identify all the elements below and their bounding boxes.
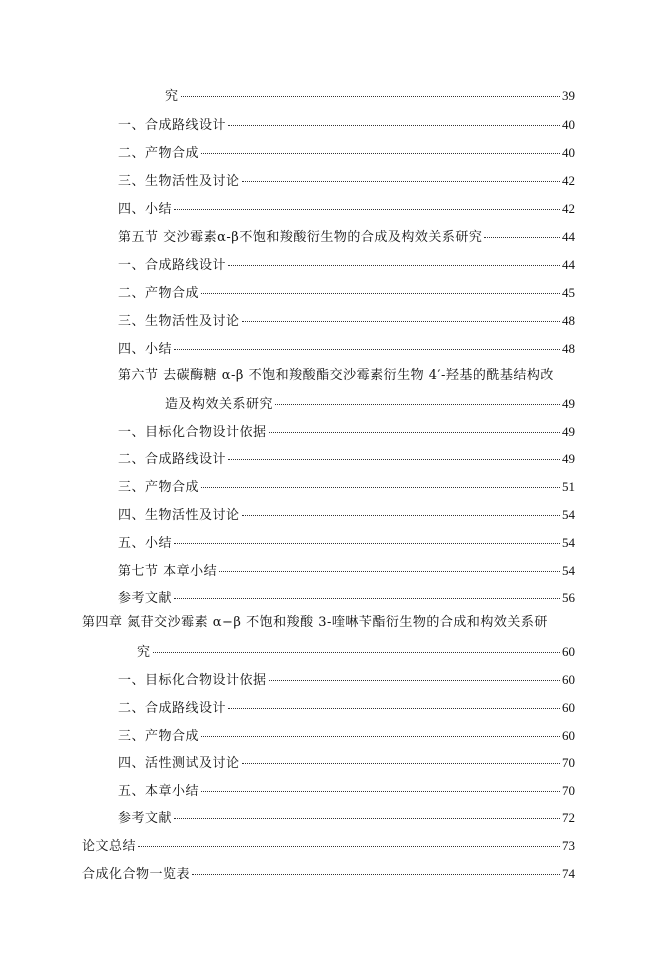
toc-entry-page: 73 <box>562 838 575 853</box>
toc-entry-title: 五、小结 <box>118 536 173 551</box>
toc-entry-page: 45 <box>562 285 575 300</box>
toc-entry[interactable] <box>118 700 575 718</box>
toc-entry[interactable] <box>118 257 575 275</box>
toc-entry-title: 合成化合物一览表 <box>82 867 191 882</box>
toc-entry[interactable] <box>118 424 575 442</box>
toc-entry-page: 49 <box>562 424 575 439</box>
toc-entry-title: 二、产物合成 <box>118 146 200 161</box>
toc-leader-dots <box>174 542 560 544</box>
toc-entry-title: 二、产物合成 <box>118 286 200 301</box>
toc-entry[interactable] <box>118 590 575 608</box>
toc-entry-title: 一、目标化合物设计依据 <box>118 425 267 440</box>
toc-entry-title: 第五节 交沙霉素α-β不饱和羧酸衍生物的合成及构效关系研究 <box>118 230 483 245</box>
toc-entry-page: 51 <box>562 479 575 494</box>
toc-entry-page: 60 <box>562 728 575 743</box>
toc-entry[interactable] <box>118 117 575 135</box>
toc-entry-page: 42 <box>562 173 575 188</box>
toc-entry[interactable] <box>165 396 575 414</box>
toc-entry[interactable] <box>118 507 575 525</box>
toc-entry[interactable] <box>118 672 575 690</box>
toc-entry[interactable] <box>118 145 575 163</box>
toc-entry-page: 74 <box>562 866 575 881</box>
toc-leader-dots <box>153 651 560 653</box>
toc-entry-title: 四、小结 <box>118 342 173 357</box>
toc-leader-dots <box>242 762 560 764</box>
toc-entry[interactable] <box>118 755 575 773</box>
toc-entry-title-line1[interactable]: 第四章 氮苷交沙霉素 α−β 不饱和羧酸 3-喹啉苄酯衍生物的合成和构效关系研 <box>82 615 548 630</box>
toc-leader-dots <box>228 124 560 126</box>
toc-leader-dots <box>138 845 560 847</box>
toc-entry-title: 四、小结 <box>118 202 173 217</box>
toc-leader-dots <box>174 597 560 599</box>
toc-leader-dots <box>242 320 560 322</box>
toc-leader-dots <box>201 152 560 154</box>
toc-entry[interactable] <box>137 644 575 662</box>
toc-entry-title: 二、合成路线设计 <box>118 701 227 716</box>
toc-entry[interactable] <box>118 783 575 801</box>
toc-entry-page: 44 <box>562 229 575 244</box>
toc-leader-dots <box>174 817 560 819</box>
toc-entry-page: 49 <box>562 396 575 411</box>
toc-leader-dots <box>242 514 560 516</box>
toc-leader-dots <box>201 790 560 792</box>
toc-entry-page: 72 <box>562 810 575 825</box>
toc-entry-title: 究 <box>137 645 151 660</box>
toc-entry[interactable] <box>118 313 575 331</box>
toc-entry[interactable] <box>118 341 575 359</box>
toc-entry-title: 究 <box>165 89 179 104</box>
toc-entry-page: 42 <box>562 201 575 216</box>
toc-entry-title: 二、合成路线设计 <box>118 452 227 467</box>
toc-entry[interactable] <box>82 838 575 856</box>
toc-entry-title: 造及构效关系研究 <box>165 397 274 412</box>
toc-entry[interactable] <box>118 451 575 469</box>
toc-entry-page: 60 <box>562 700 575 715</box>
toc-entry-title: 一、合成路线设计 <box>118 258 227 273</box>
toc-entry-title: 三、生物活性及讨论 <box>118 174 240 189</box>
toc-leader-dots <box>269 431 560 433</box>
toc-leader-dots <box>228 707 560 709</box>
toc-entry-title: 三、产物合成 <box>118 729 200 744</box>
toc-entry-page: 39 <box>562 88 575 103</box>
toc-entry-title: 五、本章小结 <box>118 784 200 799</box>
toc-entry[interactable] <box>118 229 575 247</box>
toc-entry[interactable] <box>118 479 575 497</box>
toc-entry[interactable] <box>118 285 575 303</box>
toc-entry[interactable] <box>118 563 575 581</box>
toc-leader-dots <box>269 679 560 681</box>
toc-entry-page: 56 <box>562 590 575 605</box>
toc-leader-dots <box>174 348 560 350</box>
toc-entry-page: 70 <box>562 783 575 798</box>
toc-entry-page: 60 <box>562 672 575 687</box>
toc-entry-page: 40 <box>562 117 575 132</box>
toc-entry-page: 54 <box>562 535 575 550</box>
toc-entry-title: 参考文献 <box>118 811 173 826</box>
toc-entry[interactable] <box>118 535 575 553</box>
toc-entry-page: 49 <box>562 451 575 466</box>
toc-entry-title: 一、目标化合物设计依据 <box>118 673 267 688</box>
toc-entry-title: 三、产物合成 <box>118 480 200 495</box>
toc-entry-page: 48 <box>562 313 575 328</box>
toc-leader-dots <box>228 264 560 266</box>
toc-entry-title: 四、活性测试及讨论 <box>118 756 240 771</box>
toc-entry[interactable] <box>165 88 575 106</box>
toc-entry[interactable] <box>82 866 575 884</box>
toc-leader-dots <box>192 873 560 875</box>
toc-entry-title: 论文总结 <box>82 839 137 854</box>
toc-entry[interactable] <box>118 810 575 828</box>
toc-entry[interactable] <box>118 201 575 219</box>
toc-entry-title-line1[interactable]: 第六节 去碳酶糖 α-β 不饱和羧酸酯交沙霉素衍生物 4′-羟基的酰基结构改 <box>118 368 554 383</box>
toc-entry-page: 70 <box>562 755 575 770</box>
toc-entry-page: 40 <box>562 145 575 160</box>
toc-entry-title: 参考文献 <box>118 591 173 606</box>
toc-leader-dots <box>201 486 560 488</box>
toc-entry-page: 60 <box>562 644 575 659</box>
toc-leader-dots <box>174 208 560 210</box>
toc-entry-page: 44 <box>562 257 575 272</box>
toc-entry-page: 54 <box>562 563 575 578</box>
toc-leader-dots <box>219 570 560 572</box>
toc-entry-title: 第七节 本章小结 <box>118 564 218 579</box>
toc-leader-dots <box>275 403 560 405</box>
toc-leader-dots <box>181 95 560 97</box>
toc-leader-dots <box>484 236 560 238</box>
toc-leader-dots <box>201 292 560 294</box>
toc-leader-dots <box>201 735 560 737</box>
toc-leader-dots <box>228 458 560 460</box>
toc-entry[interactable] <box>118 173 575 191</box>
toc-entry-title: 四、生物活性及讨论 <box>118 508 240 523</box>
toc-entry-title: 三、生物活性及讨论 <box>118 314 240 329</box>
toc-entry-title: 一、合成路线设计 <box>118 118 227 133</box>
toc-entry-page: 48 <box>562 341 575 356</box>
toc-entry-page: 54 <box>562 507 575 522</box>
toc-entry[interactable] <box>118 728 575 746</box>
toc-leader-dots <box>242 180 560 182</box>
